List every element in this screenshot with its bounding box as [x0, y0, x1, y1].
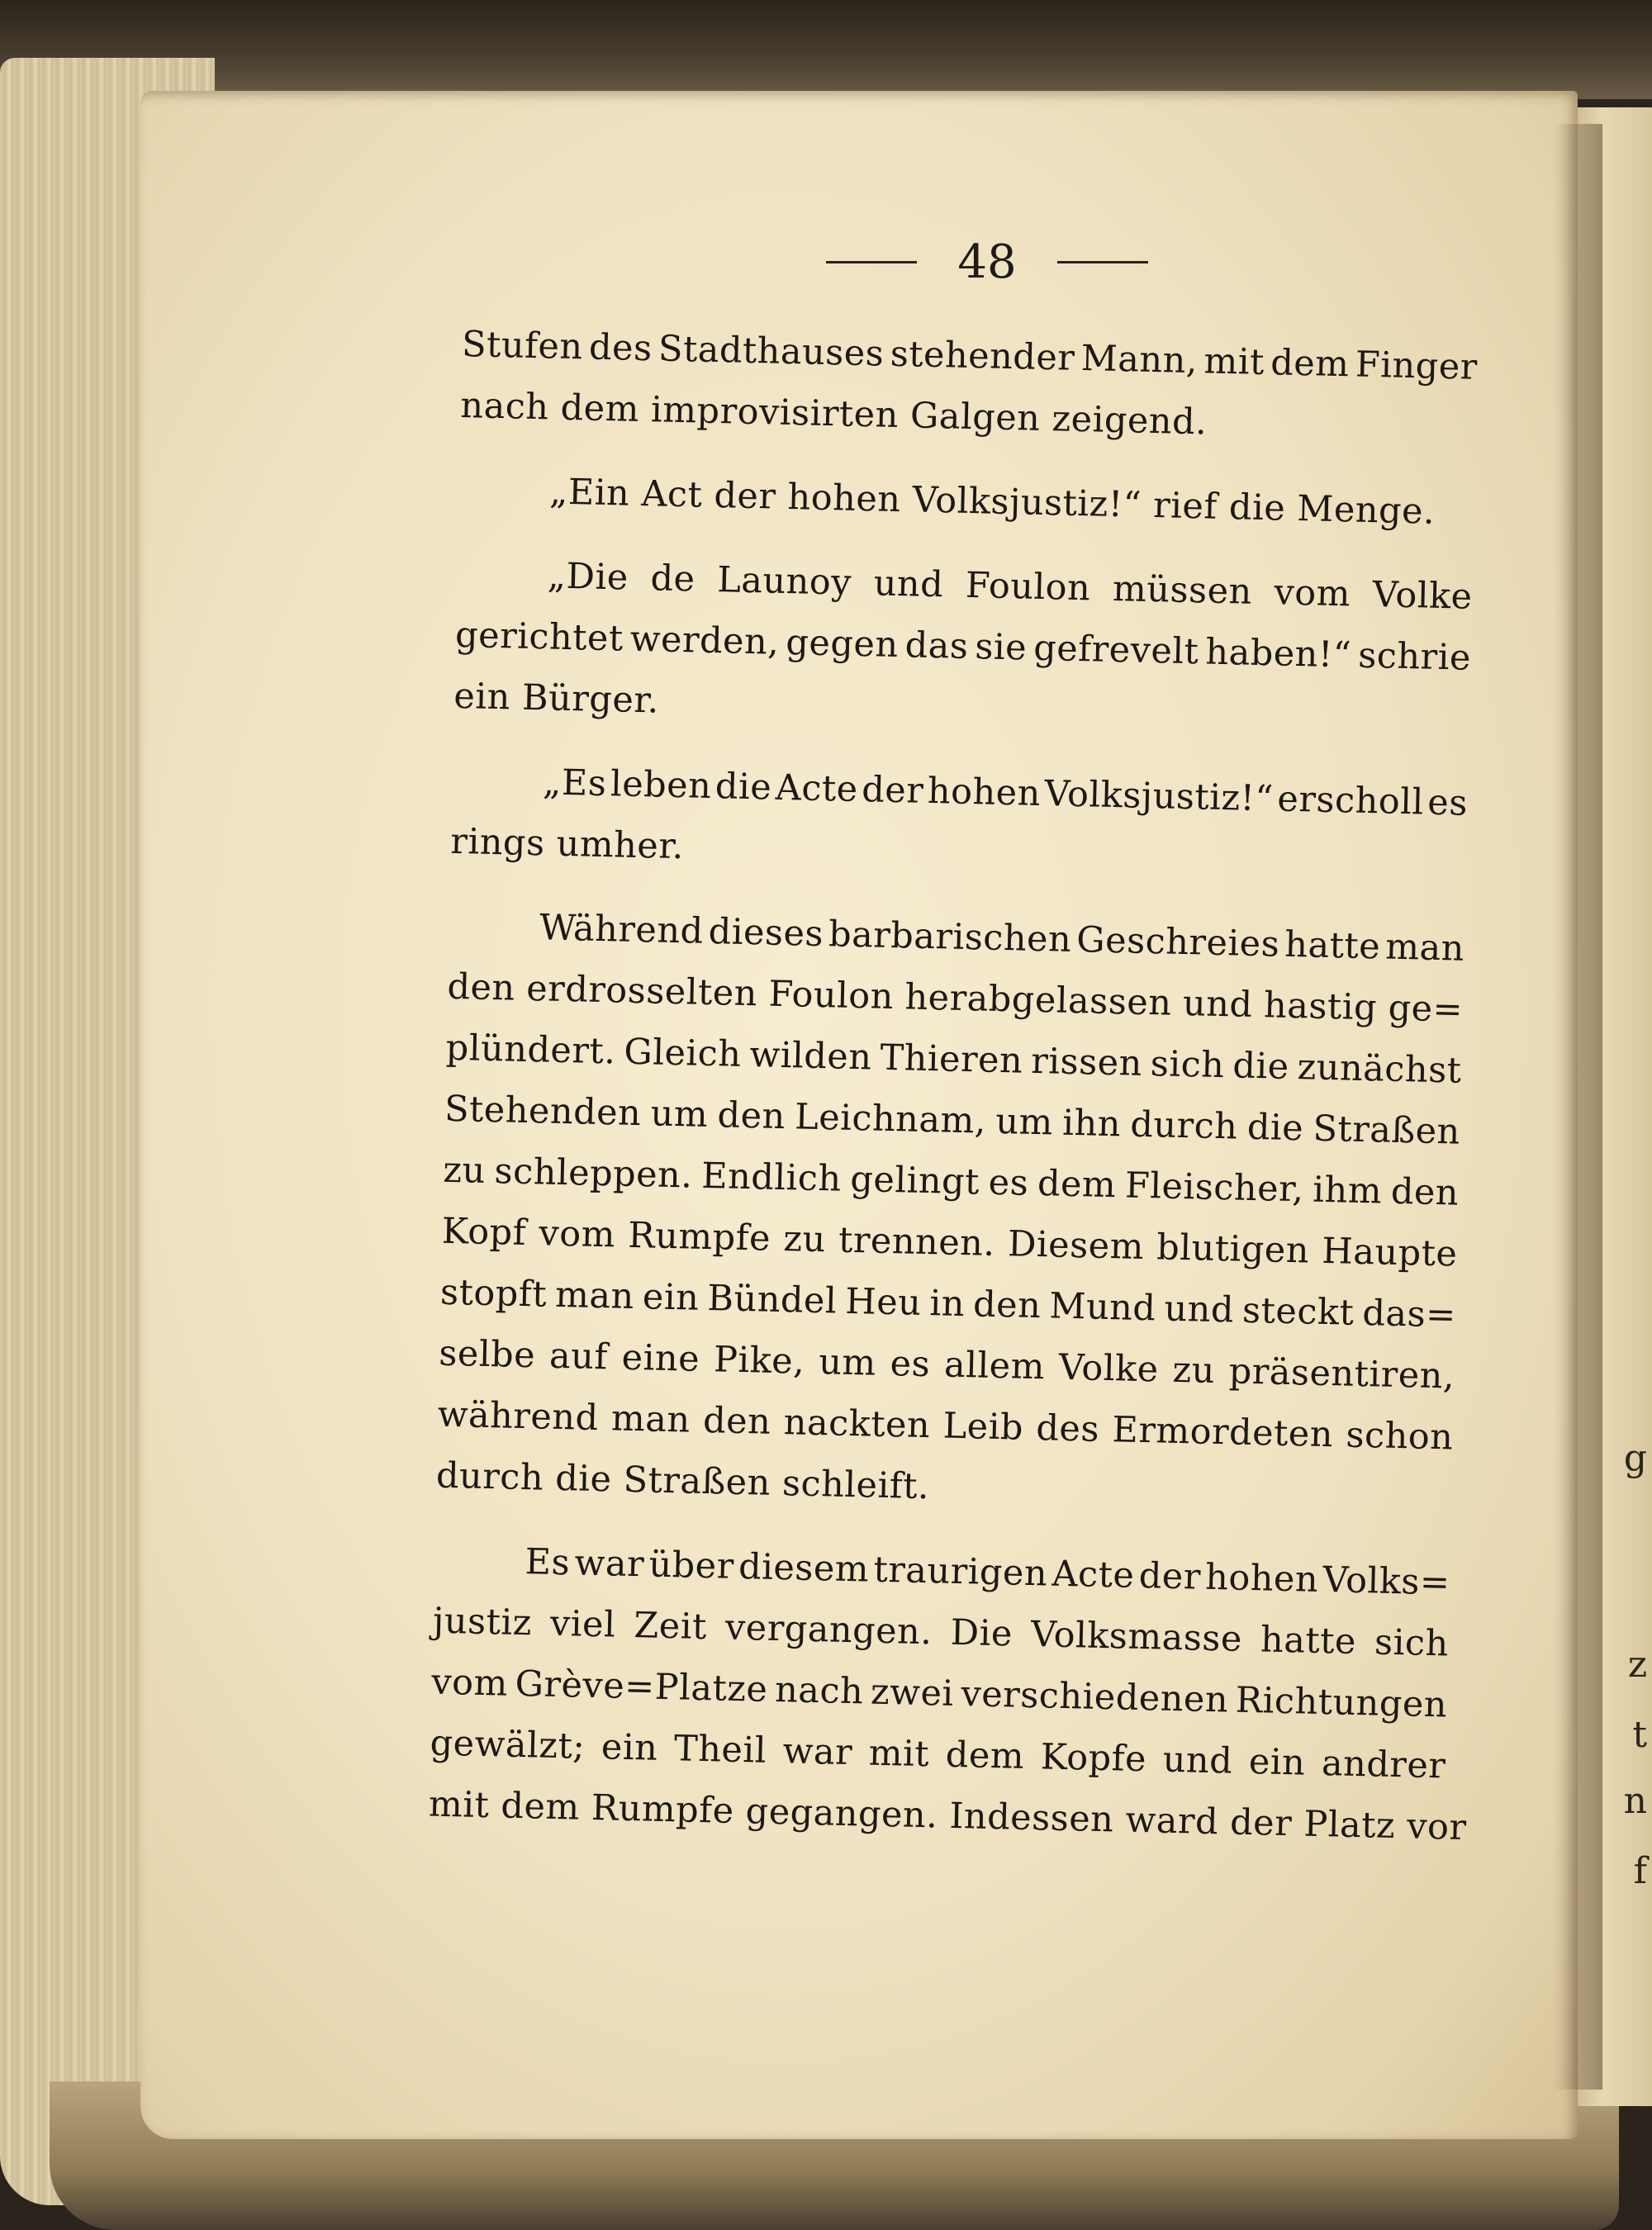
header-rule-left — [826, 261, 917, 263]
page-gutter-shadow — [1553, 124, 1602, 2090]
paragraph — [460, 314, 1479, 459]
text-line: plündert. Gleich wilden Thieren rissen sich die zunächst — [445, 1027, 1463, 1092]
text-line: Stufen des Stadthauses stehender Mann, mit dem Finger — [461, 323, 1479, 388]
facing-page-fragment: z — [1627, 1644, 1647, 1686]
text-line: „Ein Act der hohen Volksjustiz!“ rief die Menge. — [548, 471, 1436, 533]
facing-page-fragment: f — [1633, 1850, 1647, 1892]
paragraph — [450, 750, 1469, 895]
text-line: durch die Straßen schleift. — [435, 1454, 930, 1508]
text-line: Kopf vom Rumpfe zu trennen. Diesem blutigen Haupte — [441, 1210, 1458, 1275]
facing-page-fragment: t — [1632, 1714, 1647, 1756]
text-line: nach dem improvisirten Galgen zeigend. — [459, 384, 1208, 444]
paragraph — [453, 543, 1474, 750]
text-line: während man den nackten Leib des Ermordeten schon — [437, 1393, 1454, 1459]
paragraph — [435, 895, 1464, 1530]
text-line: vom Grève=Platze nach zwei verschiedenen Richtungen — [430, 1661, 1448, 1726]
text-line: Es war über diesem traurigen Acte der hohen Volks= — [525, 1541, 1450, 1604]
book-top-edge — [0, 0, 1652, 99]
paragraph — [428, 1530, 1468, 1858]
text-line: gewälzt; ein Theil war mit dem Kopfe und ein andrer — [430, 1722, 1446, 1787]
text-line: zu schleppen. Endlich gelingt es dem Fleischer, ihm den — [442, 1149, 1460, 1214]
text-line: Stehenden um den Leichnam, um ihn durch die Straßen — [444, 1088, 1461, 1153]
text-line: rings umher. — [449, 820, 685, 868]
text-line: ein Bürger. — [453, 675, 660, 722]
text-line: den erdrosselten Foulon herabgelassen und hastig ge= — [446, 966, 1464, 1031]
page-number-header — [826, 233, 1148, 291]
text-line: mit dem Rumpfe gegangen. Indessen ward der Platz vor — [428, 1783, 1468, 1849]
body-text — [428, 314, 1479, 1881]
header-rule-right — [1057, 261, 1148, 263]
facing-page-fragment: g — [1623, 1437, 1647, 1479]
text-line: justiz viel Zeit vergangen. Die Volksmasse hatte sich — [432, 1600, 1450, 1665]
text-line: „Die de Launoy und Foulon müssen vom Volke — [547, 555, 1474, 618]
paragraph — [458, 459, 1474, 543]
facing-page-fragment: n — [1623, 1780, 1647, 1822]
text-line: „Es leben die Acte der hohen Volksjustiz!“ erscholl es — [542, 762, 1469, 824]
text-line: Während dieses barbarischen Geschreies hatte man — [539, 907, 1465, 970]
text-line: gerichtet werden, gegen das sie gefrevelt haben!“ schrie — [454, 614, 1472, 679]
text-line: selbe auf eine Pike, um es allem Volke zu präsentiren, — [438, 1332, 1455, 1397]
text-line: stopft man ein Bündel Heu in den Mund und steckt das= — [439, 1271, 1457, 1336]
page-number: 48 — [957, 235, 1017, 289]
